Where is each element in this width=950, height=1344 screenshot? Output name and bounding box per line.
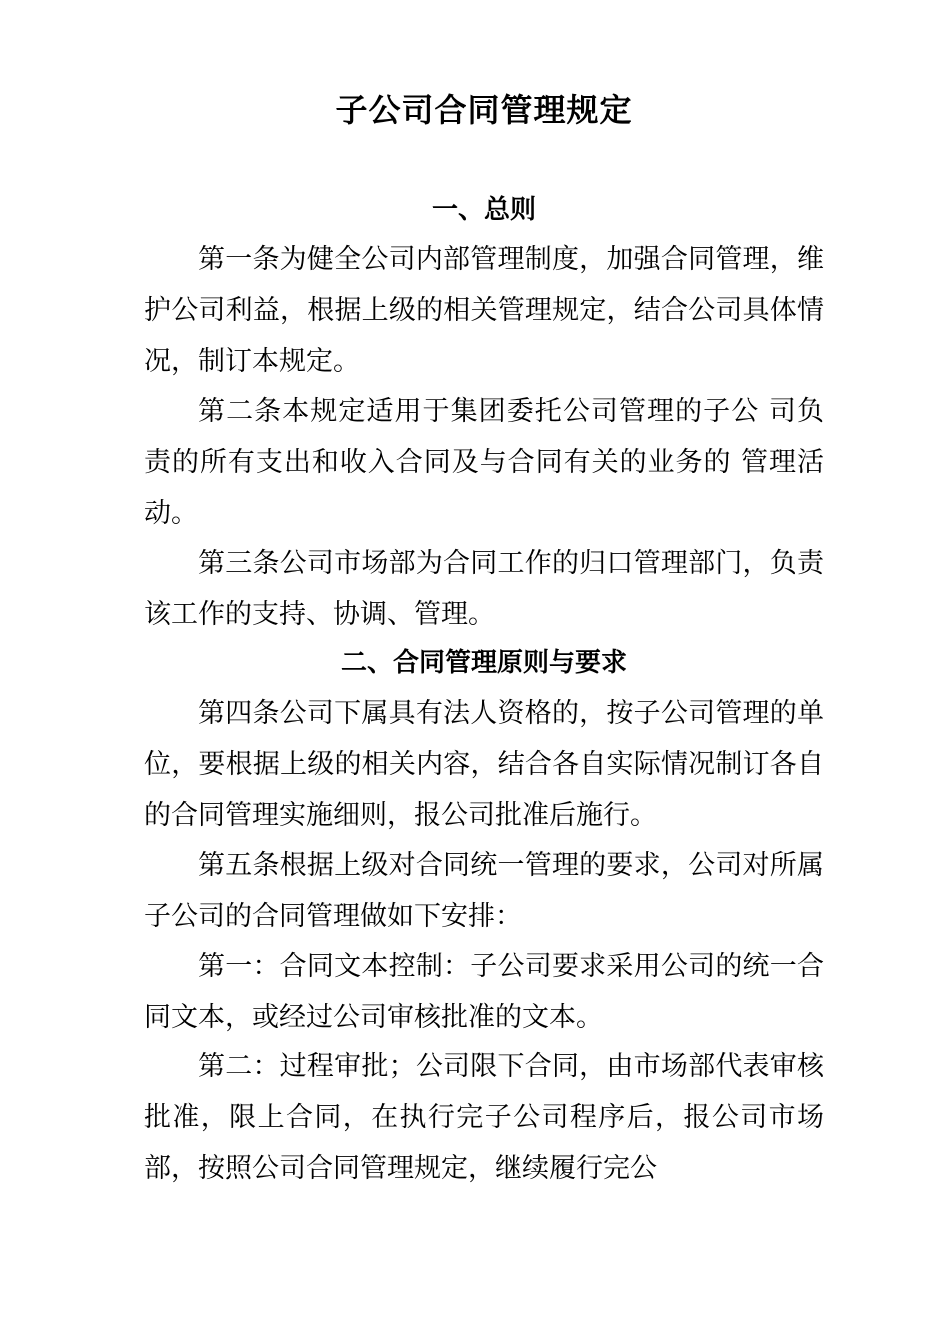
paragraph-article-5: 第五条根据上级对合同统一管理的要求，公司对所属子公司的合同管理做如下安排： [144,850,824,932]
section-heading-principles: 二、合同管理原则与要求 [340,648,627,678]
paragraph-article-2: 第二条本规定适用于集团委托公司管理的子公 司负责的所有支出和收入合同及与合同有关的业务的 管理活动。 [144,396,824,529]
paragraph-article-1: 第一条为健全公司内部管理制度，加强合同管理，维护公司利益，根据上级的相关管理规定，结合公司具体情况，制订本规定。 [144,244,824,377]
section-heading-general: 一、总则 [431,195,536,225]
paragraph-article-4: 第四条公司下属具有法人资格的，按子公司管理的单位，要根据上级的相关内容，结合各自实际情况制订各自的合同管理实施细则，报公司批准后施行。 [144,698,824,831]
document-title: 子公司合同管理规定 [335,91,633,129]
paragraph-item-2: 第二：过程审批；公司限下合同，由市场部代表审核批准，限上合同，在执行完子公司程序后，报公司市场部，按照公司合同管理规定，继续履行完公 [144,1051,824,1184]
paragraph-article-3: 第三条公司市场部为合同工作的归口管理部门，负责该工作的支持、协调、管理。 [144,548,824,630]
paragraph-item-1: 第一：合同文本控制：子公司要求采用公司的统一合同文本，或经过公司审核批准的文本。 [144,951,824,1033]
